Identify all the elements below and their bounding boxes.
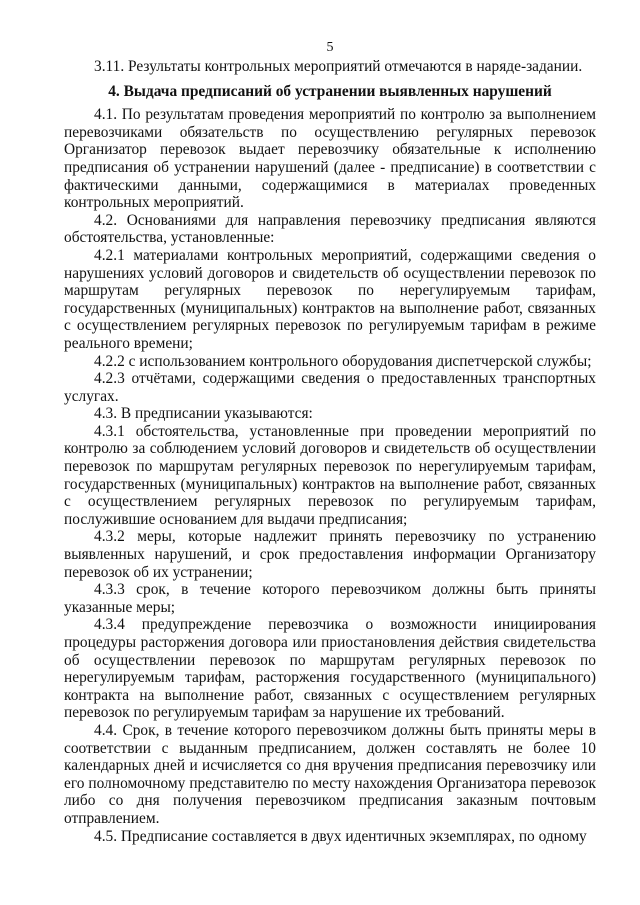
paragraph-4-2-2: 4.2.2 с использованием контрольного оборудования диспетчерской службы; <box>94 352 592 370</box>
paragraph-4-4: 4.4. Срок, в течение которого перевозчиком должны быть приняты меры в соответствии с выданным предписанием, должен составлять не более 10 календарных дней и исчисляется со дня вручения предписания перевозчику или его полномочному представителю по месту нахождения Организатора перевозок либо со дня получения перевозчиком предписания заказным почтовым отправлением. <box>64 721 596 827</box>
paragraph-4-2: 4.2. Основаниями для направления перевозчику предписания являются обстоятельства, установленные: <box>64 211 596 247</box>
paragraph-4-5: 4.5. Предписание составляется в двух идентичных экземплярах, по одному <box>94 827 587 845</box>
section-heading: 4. Выдача предписаний об устранении выявленных нарушений <box>108 82 552 100</box>
page-number: 5 <box>326 40 334 55</box>
paragraph-4-3: 4.3. В предписании указываются: <box>94 405 313 423</box>
paragraph-4-3-2: 4.3.2 меры, которые надлежит принять перевозчику по устранению выявленных нарушений, и срок предоставления информации Организатору перевозок об их устранении; <box>64 528 596 581</box>
paragraph-4-3-1: 4.3.1 обстоятельства, установленные при проведении мероприятий по контролю за соблюдением условий договоров и свидетельств об осуществлении перевозок по маршрутам регулярных перевозок по нерегулируемым тарифам, государственных (муниципальных) контрактов на выполнение работ, связанных с осуществлением регулярных перевозок по регулируемым тарифам, послужившие основанием для выдачи предписания; <box>64 422 596 528</box>
paragraph-4-1: 4.1. По результатам проведения мероприятий по контролю за выполнением перевозчиками обязательств по осуществлению регулярных перевозок Организатор перевозок выдает перевозчику обязательные к исполнению предписания об устранении нарушений (далее - предписание) в соответствии с фактическими данными, содержащимися в материалах проведенных контрольных мероприятий. <box>64 106 596 212</box>
document-body <box>64 58 596 845</box>
paragraph-4-3-4: 4.3.4 предупреждение перевозчика о возможности инициирования процедуры расторжения договора или приостановления действия свидетельства об осуществлении перевозок по маршрутам регулярных перевозок по нерегулируемым тарифам, расторжения государственного (муниципального) контракта на выполнение работ, связанных с осуществлением регулярных перевозок по регулируемым тарифам за нарушение их требований. <box>64 616 596 722</box>
paragraph-4-2-3: 4.2.3 отчётами, содержащими сведения о предоставленных транспортных услугах. <box>64 370 596 405</box>
paragraph-3-11: 3.11. Результаты контрольных мероприятий отмечаются в наряде-задании. <box>94 58 583 75</box>
paragraph-4-2-1: 4.2.1 материалами контрольных мероприятий, содержащими сведения о нарушениях условий договоров и свидетельств об осуществлении перевозок по маршрутам регулярных перевозок по нерегулируемым тарифам, государственных (муниципальных) контрактов на выполнение работ, связанных с осуществлением регулярных перевозок по регулируемым тарифам в режиме реального времени; <box>64 246 596 352</box>
paragraph-4-3-3: 4.3.3 срок, в течение которого перевозчиком должны быть приняты указанные меры; <box>64 581 596 616</box>
